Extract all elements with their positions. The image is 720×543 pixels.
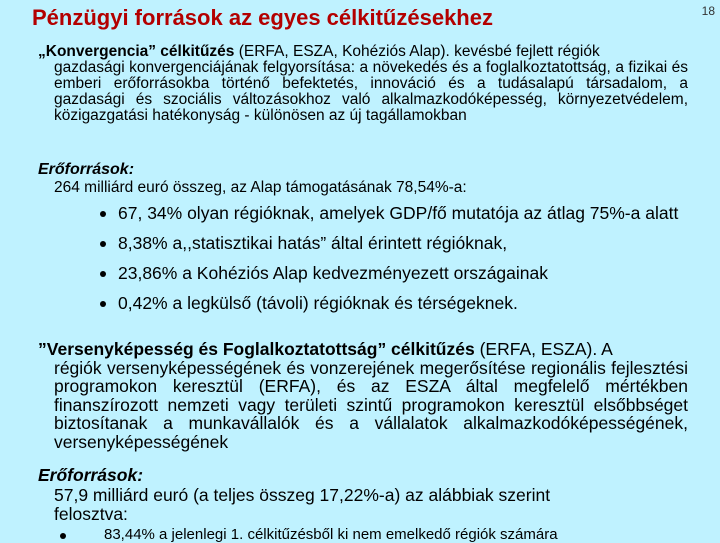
bullet-icon <box>100 241 106 247</box>
competitiveness-first-line: (ERFA, ESZA). A <box>474 339 613 359</box>
cut-off-bullet-text: 83,44% a jelenlegi 1. célkitűzésből ki nem emelkedő régiók számára <box>104 526 558 543</box>
list-item-text: 0,42% a legkülső (távoli) régióknak és térségeknek. <box>118 293 518 313</box>
slide-title: Pénzügyi források az egyes célkitűzésekhez <box>32 5 493 30</box>
convergence-first-line: (ERFA, ESZA, Kohéziós Alap). kevésbé fejlett régiók <box>234 43 600 60</box>
cut-off-bullet <box>60 526 660 543</box>
page-number: 18 <box>701 4 715 18</box>
bullet-icon <box>100 301 106 307</box>
list-item <box>100 204 690 223</box>
allocation-list <box>100 204 690 324</box>
bullet-icon <box>100 211 106 217</box>
convergence-description: gazdasági konvergenciájának felgyorsítása: a növekedés és a foglalkoztatottság, a fizikai és emberi erőforrásokba történő befektetés, innováció és a tudásalapú társadalom, a gazdasági és szociális változásokhoz való alkalmazkodóképesség, környezetvédelem, közigazgatási hatékonyság - különösen az új tagállamokban <box>54 59 688 124</box>
list-item <box>100 234 690 253</box>
list-item <box>100 264 690 283</box>
convergence-heading: „Konvergencia” célkitűzés <box>38 43 235 60</box>
bullet-icon <box>100 271 106 277</box>
resources-text-2: 57,9 milliárd euró (a teljes összeg 17,22%-a) az alábbiak szerint felosztva: <box>54 485 551 524</box>
competitiveness-description: régiók versenyképességének és vonzerejének megerősítése regionális fejlesztési programokon keresztül (ERFA), és az ESZA által megfelelő mértékben finanszírozott nemzeti vagy területi szintű programokon keresztül elsőbbséget biztosítanak a munkavállalók és a vállalatok alkalmazkodóképességének, versenyképességének <box>54 357 688 452</box>
resources-text-1: 264 milliárd euró összeg, az Alap támogatásának 78,54%-a: <box>54 179 467 196</box>
list-item-text: 23,86% a Kohéziós Alap kedvezményezett országainak <box>118 263 548 283</box>
resources-label-1: Erőforrások: <box>38 161 135 178</box>
competitiveness-heading: ”Versenyképesség és Foglalkoztatottság” célkitűzés <box>38 339 475 359</box>
resources-label-2: Erőforrások: <box>38 465 144 485</box>
bullet-icon <box>60 533 66 539</box>
list-item-text: 8,38% a,,statisztikai hatás” által érintett régióknak, <box>118 233 508 253</box>
convergence-objective-paragraph <box>38 44 688 124</box>
list-item-text: 67, 34% olyan régióknak, amelyek GDP/fő mutatója az átlag 75%-a alatt <box>118 203 679 223</box>
list-item <box>100 294 690 313</box>
competitiveness-objective-paragraph <box>38 340 688 451</box>
